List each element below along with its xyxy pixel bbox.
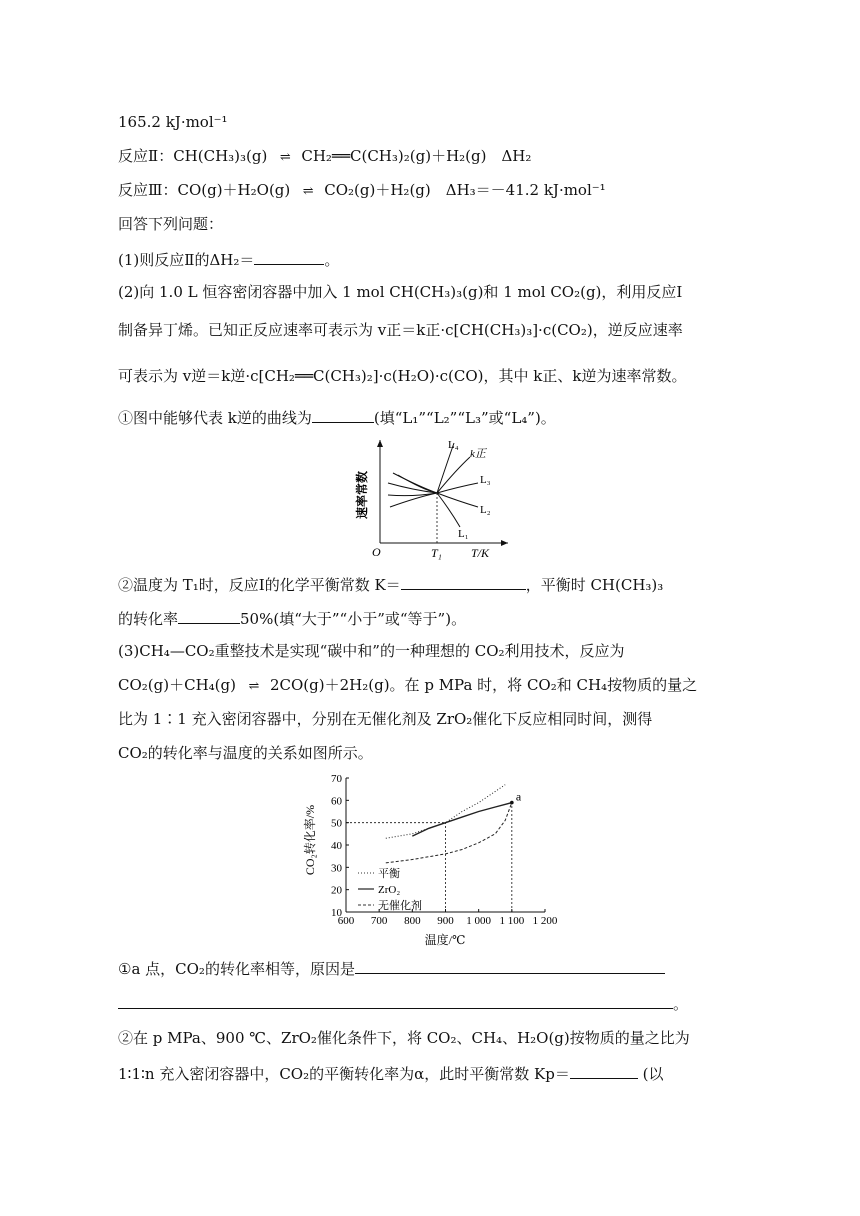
- equilibrium-arrow-icon: ⇌: [302, 184, 312, 199]
- x-tick-label: 1 000: [466, 915, 492, 927]
- legend-label-no-catalyst: 无催化剂: [378, 900, 422, 912]
- equilibrium-arrow-icon: ⇌: [248, 679, 258, 694]
- question-2-line-3: 可表示为 v逆＝k逆·c[CH₂══C(CH₃)₂]·c(H₂O)·c(CO)，其中 k正、k逆为速率常数。: [118, 367, 687, 385]
- curve-l4: [398, 443, 454, 493]
- question-2-line-1: (2)向 1.0 L 恒容密闭容器中加入 1 mol CH(CH₃)₃(g)和 1 mol CO₂(g)，利用反应Ⅰ: [118, 283, 683, 301]
- y-tick-label: 50: [331, 817, 342, 830]
- question-2-2-line: ②温度为 T₁时，反应Ⅰ的化学平衡常数 K＝ ，平衡时 CH(CH₃)₃: [118, 573, 663, 595]
- answer-blank: [312, 406, 374, 423]
- equilibrium-arrow-icon: ⇌: [279, 150, 289, 165]
- question-3-line-1: (3)CH₄—CO₂重整技术是实现“碳中和”的一种理想的 CO₂利用技术，反应为: [118, 642, 625, 660]
- question-3-2-line-2: 1∶1∶n 充入密闭容器中，CO₂的平衡转化率为α，此时平衡常数 Kp＝ (以: [118, 1062, 663, 1084]
- answer-blank: [118, 992, 673, 1009]
- origin-label: O: [372, 545, 381, 559]
- question-3-1-line: ①a 点，CO₂的转化率相等，原因是: [118, 957, 665, 979]
- y-tick-label: 30: [331, 862, 342, 875]
- reaction-2-line: 反应Ⅱ：CH(CH₃)₃(g) ⇌ CH₂══C(CH₃)₂(g)＋H₂(g) ΔH₂: [118, 146, 531, 168]
- question-3-1-line-2: 。: [118, 992, 688, 1014]
- y-axis-label: CO₂转化率/%: [303, 804, 317, 876]
- series-label-l4: L₄: [448, 439, 459, 451]
- y-tick-label: 60: [331, 795, 342, 808]
- x-axis-arrow-icon: [501, 540, 508, 546]
- y-axis-label: 速率常数: [355, 470, 369, 520]
- point-a-label: a: [515, 789, 522, 804]
- answer-blank: [178, 607, 240, 624]
- y-axis-arrow-icon: [377, 440, 383, 447]
- co2-conversion-chart: [300, 770, 560, 950]
- answer-blank: [254, 248, 324, 265]
- series-line-no-catalyst: [386, 803, 512, 863]
- answer-blank: [570, 1062, 638, 1079]
- answer-blank: [355, 957, 665, 974]
- series-label-l2: L₂: [480, 504, 491, 516]
- x-tick-label: 900: [437, 915, 454, 927]
- rate-constant-chart: [355, 435, 518, 565]
- y-tick-label: 40: [331, 840, 342, 852]
- question-2-2-line-2: 的转化率 50%(填“大于”“小于”或“等于”)。: [118, 607, 466, 629]
- x-tick-label: 600: [337, 915, 355, 927]
- question-1-line: (1)则反应Ⅱ的ΔH₂＝ 。: [118, 248, 339, 270]
- x-tick-t1: T₁: [431, 546, 442, 560]
- question-3-line-3: 比为 1∶1 充入密闭容器中，分别在无催化剂及 ZrO₂催化下反应相同时间，测得: [118, 710, 653, 728]
- x-axis-label: T/K: [471, 546, 490, 560]
- text-line-4: 回答下列问题：: [118, 215, 224, 233]
- x-tick-label: 700: [370, 915, 388, 927]
- y-tick-label: 70: [331, 773, 342, 785]
- legend: [358, 867, 422, 912]
- question-3-line-4: CO₂的转化率与温度的关系如图所示。: [118, 744, 373, 762]
- point-a-marker: [510, 801, 514, 805]
- question-2-line-2: 制备异丁烯。已知正反应速率可表示为 v正＝k正·c[CH(CH₃)₃]·c(CO₂)，逆反应速率: [118, 321, 683, 339]
- x-tick-label: 1 100: [499, 915, 525, 927]
- x-tick-label: 800: [404, 915, 421, 927]
- question-2-1-line: ①图中能够代表 k逆的曲线为 (填“L₁”“L₂”“L₃”或“L₄”)。: [118, 406, 556, 428]
- x-tick-label: 1 200: [532, 915, 558, 927]
- answer-blank: [401, 573, 526, 590]
- text-line-1: 165.2 kJ·mol⁻¹: [118, 113, 228, 131]
- reaction-3-line: 反应Ⅲ：CO(g)＋H₂O(g) ⇌ CO₂(g)＋H₂(g) ΔH₃＝－41.2 kJ·mol⁻¹: [118, 180, 606, 202]
- question-3-line-2: CO₂(g)＋CH₄(g) ⇌ 2CO(g)＋2H₂(g)。在 p MPa 时，将 CO₂和 CH₄按物质的量之: [118, 675, 697, 697]
- y-tick-label: 20: [331, 884, 342, 897]
- legend-label-zro2: ZrO₂: [378, 884, 401, 896]
- legend-label-equilibrium: 平衡: [378, 868, 400, 880]
- x-axis-label: 温度/℃: [424, 933, 466, 947]
- series-label-l3: L₃: [480, 474, 491, 486]
- question-3-2-line: ②在 p MPa、900 ℃、ZrO₂催化条件下，将 CO₂、CH₄、H₂O(g)按物质的量之比为: [118, 1029, 690, 1047]
- y-tick-label: 10: [331, 907, 342, 919]
- series-label-k-forward: k正: [470, 448, 486, 460]
- series-label-l1: L₁: [458, 528, 469, 540]
